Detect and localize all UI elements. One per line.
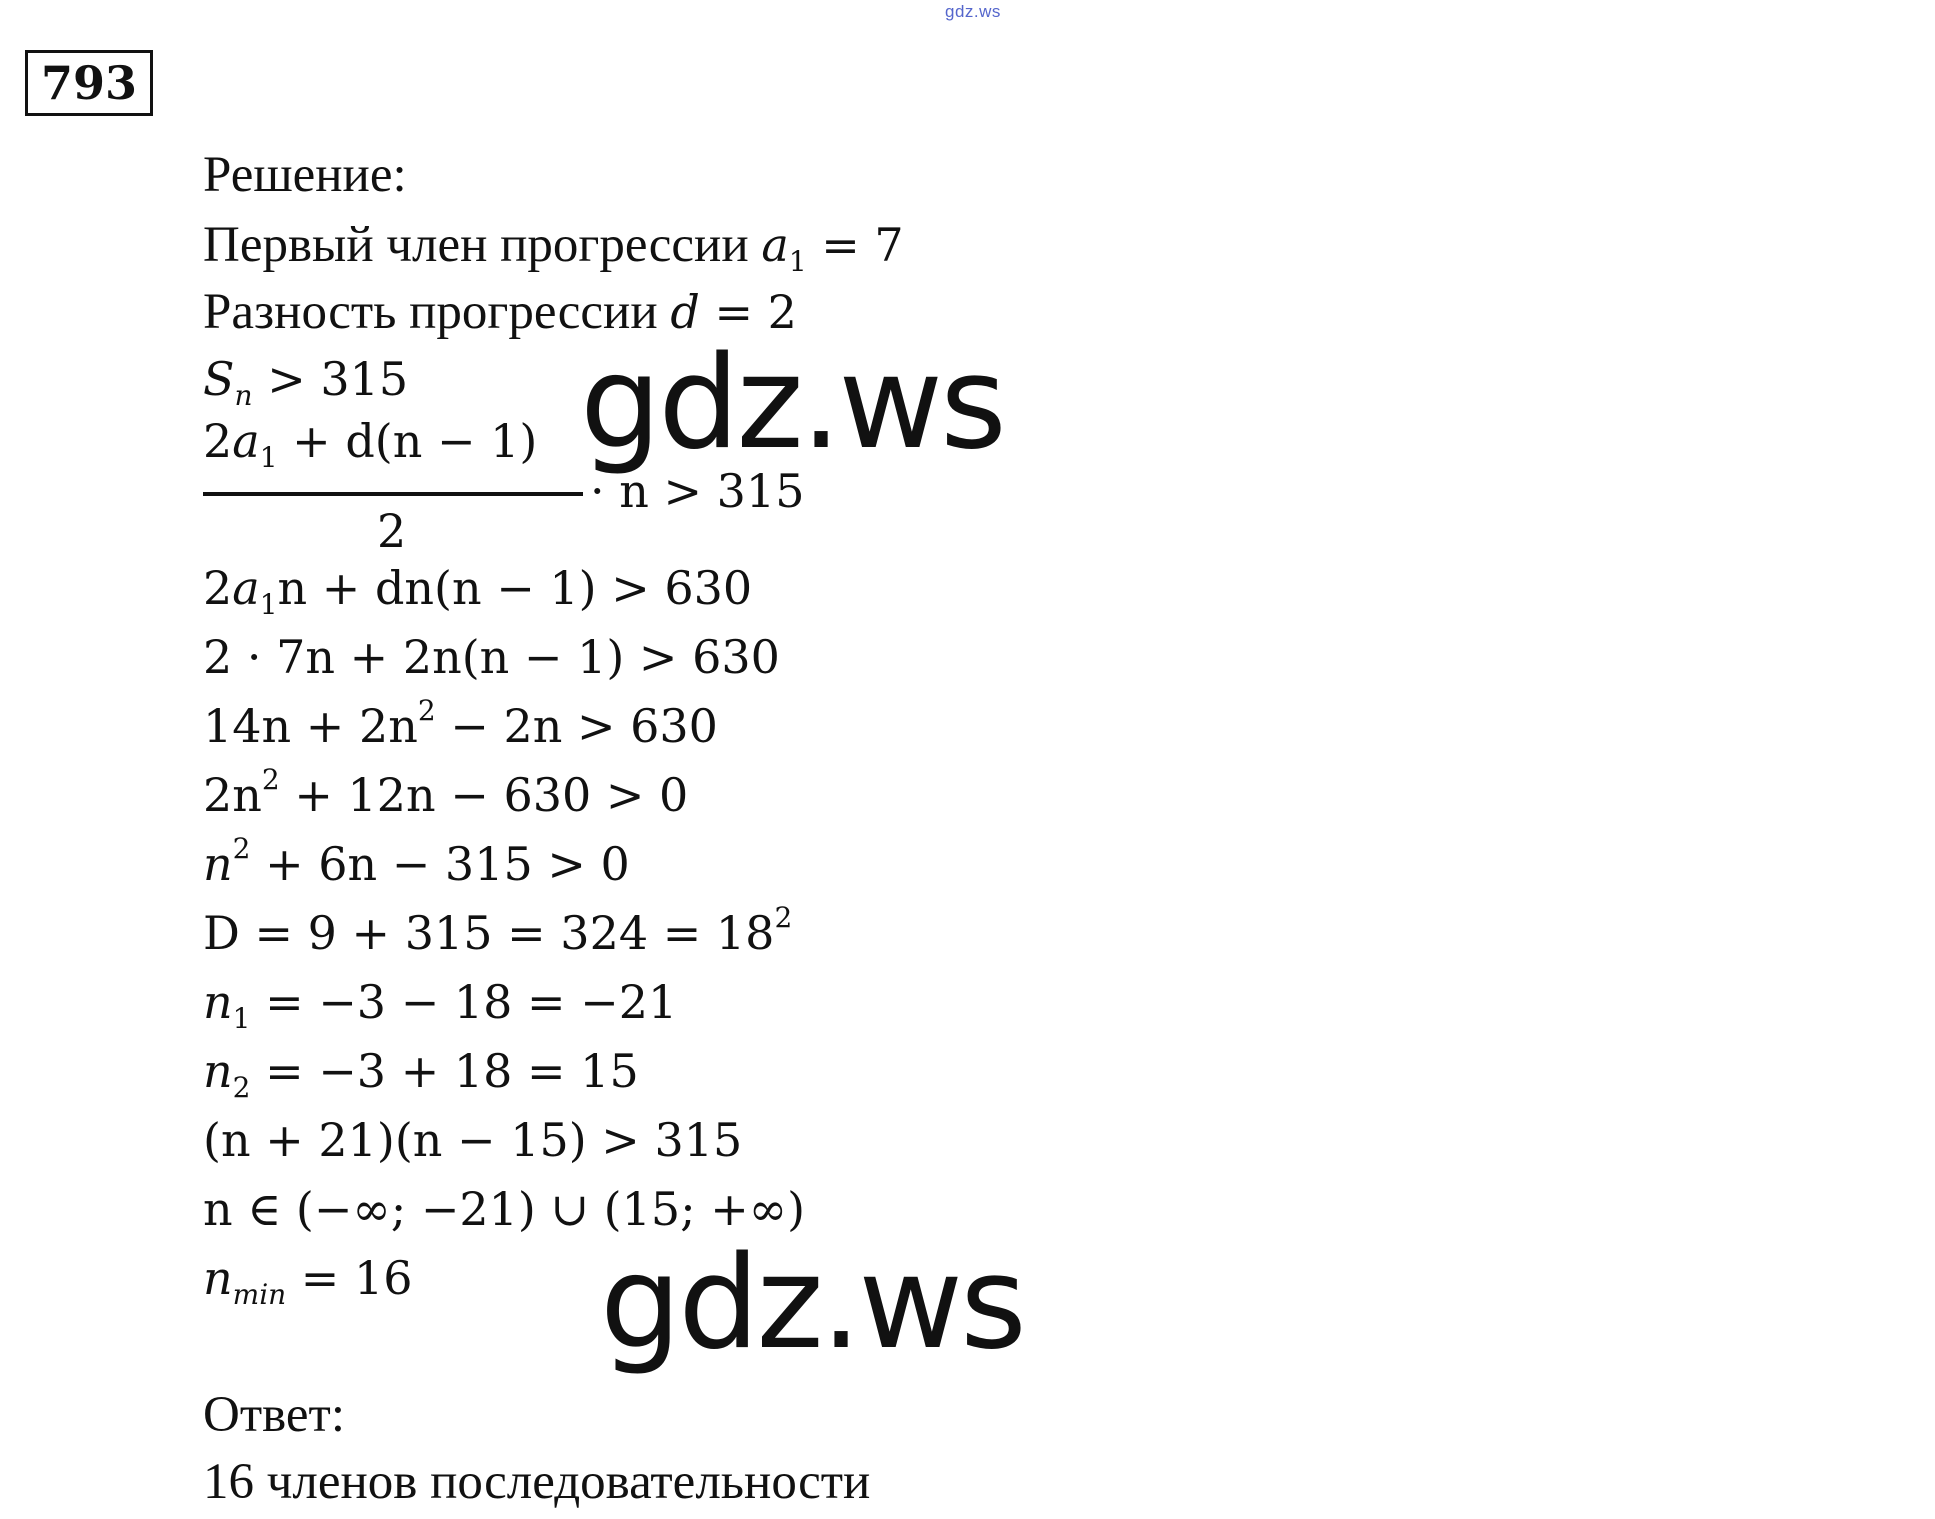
first-term-label: Первый член прогрессии xyxy=(203,217,749,273)
solution-heading: Решение: xyxy=(203,147,407,203)
first-term-line xyxy=(203,217,904,278)
answer-text: 16 членов последовательности xyxy=(203,1454,871,1510)
step-5-a: n xyxy=(203,837,233,891)
root-1: $n_1 = -3 - 18 = -21$ xyxy=(203,975,678,1035)
difference-value: = 2 xyxy=(714,285,797,339)
watermark-gdz-2: gdz.ws xyxy=(600,1229,1024,1378)
sum-condition-value: > 315 xyxy=(267,352,409,406)
first-term-value: = 7 xyxy=(821,218,904,272)
watermark-gdz-1: gdz.ws xyxy=(580,329,1004,478)
fraction-rest: · n > 315 xyxy=(590,464,805,518)
step-4-a: 2n xyxy=(203,768,262,822)
fraction-numerator: $2a_1 + d(n - 1)$ xyxy=(203,414,538,474)
n-min: $n_{min} = 16$ xyxy=(203,1251,413,1311)
factored-inequality: (n + 21)(n − 15) > 315 xyxy=(203,1113,743,1167)
fraction-denominator: 2 xyxy=(377,504,407,558)
answer-heading: Ответ: xyxy=(203,1387,345,1443)
solution-interval: n ∈ (−∞; −21) ∪ (15; +∞) xyxy=(203,1182,806,1236)
difference-label: Разность прогрессии xyxy=(203,284,658,340)
step-1-tail: n + dn(n − 1) > 630 xyxy=(277,561,753,615)
n-min-value: = 16 xyxy=(286,1251,413,1305)
discriminant-text: D = 9 + 315 = 324 = 18 xyxy=(203,906,775,960)
site-watermark-small: gdz.ws xyxy=(945,2,1001,21)
difference-formula: d = 2 xyxy=(670,285,797,339)
step-5: $n^2 + 6n - 315 > 0$ xyxy=(203,832,630,891)
task-number: 793 xyxy=(40,56,138,110)
root-2-rhs: = −3 + 18 = 15 xyxy=(250,1044,639,1098)
n-min-sub: min xyxy=(232,1278,287,1311)
step-3-b: − 2n > 630 xyxy=(435,699,718,753)
step-1: $2a_1n + dn(n - 1) > 630$ xyxy=(203,561,753,621)
root-1-rhs: = −3 − 18 = −21 xyxy=(250,975,678,1029)
fraction-numerator-tail: + d(n − 1) xyxy=(277,414,538,468)
step-4: $2n^2 + 12n - 630 > 0$ xyxy=(203,763,689,822)
step-5-b: + 6n − 315 > 0 xyxy=(250,837,630,891)
sum-condition: $S_n > 315$ xyxy=(203,352,409,412)
step-3: $14n + 2n^2 - 2n > 630$ xyxy=(203,694,718,753)
root-2: $n_2 = -3 + 18 = 15$ xyxy=(203,1044,639,1104)
fraction-bar xyxy=(203,492,583,496)
step-3-a: 14n + 2n xyxy=(203,699,418,753)
discriminant: $D = 9 + 315 = 324 = 18^2$ xyxy=(203,901,793,960)
step-4-b: + 12n − 630 > 0 xyxy=(279,768,689,822)
first-term-formula: $a_1 = 7$ xyxy=(761,218,904,278)
step-2: 2 · 7n + 2n(n − 1) > 630 xyxy=(203,630,780,684)
task-number-box xyxy=(25,50,153,116)
